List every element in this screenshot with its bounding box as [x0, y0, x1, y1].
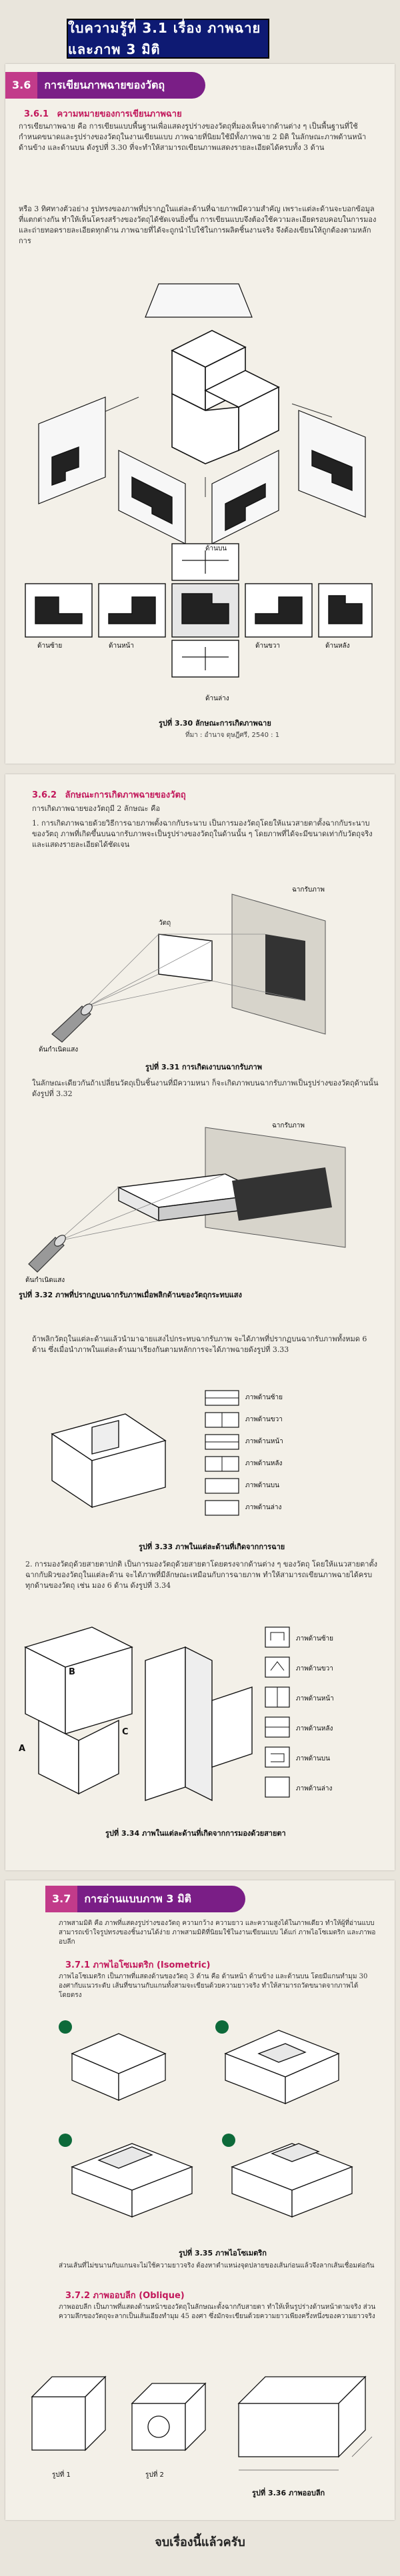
view-label-front: ภาพด้านหน้า	[296, 1695, 334, 1702]
paragraph: 2. การมองวัตถุด้วยสายตาปกติ เป็นการมองวัตถุด้วยสายตาโดยตรงจากด้านต่าง ๆ ของวัตถุ โดยให้แนวสายตาตั้งฉากกับผิวของวัตถุในแต่ละด้าน จะได้ภาพที่มีลักษณะเหมือนกับการฉายภาพ ทำให้สามารถเขียนภาพฉายได้ครบทุกด้านของวัตถุ เช่น มอง 6 ด้าน ดังรูปที่ 3.34	[25, 1560, 377, 1590]
label-top: ด้านบน	[205, 545, 227, 552]
view-label-right: ภาพด้านขวา	[296, 1665, 333, 1672]
section-title: การอ่านแบบภาพ 3 มิติ	[84, 1892, 192, 1905]
views-figure-333	[12, 1387, 385, 1527]
subsection-heading	[32, 788, 186, 802]
section-number: 3.7	[45, 1886, 77, 1912]
label-left: ด้านซ้าย	[37, 642, 63, 650]
oblique-figure	[19, 2357, 379, 2490]
figure-caption: รูปที่ 3.35 ภาพไอโซเมตริก	[179, 2249, 267, 2257]
paragraph: 1. การเกิดภาพฉายด้วยวิธีการฉายภาพตั้งฉากกับระนาบ เป็นการมองวัตถุโดยให้แนวสายตาตั้งฉากกับระนาบของวัตถุ ภาพที่เกิดขึ้นบนฉากรับภาพจะเป็นรูปร่างของวัตถุในด้านนั้น ๆ โดยภาพที่ได้จะมีขนาดเท่ากับวัตถุจริงและแสดงรายละเอียดได้ชัดเจน	[32, 819, 373, 849]
paragraph: ส่วนเส้นที่ไม่ขนานกับแกนจะไม่ใช้ความยาวจริง ต้องหาตำแหน่งจุดปลายของเส้นก่อนแล้วจึงลากเส้นเชื่อมต่อกัน	[59, 2262, 375, 2269]
view-label-right: ภาพด้านขวา	[245, 1416, 283, 1423]
label-bottom: ด้านล่าง	[205, 695, 229, 702]
fig-label-2: รูปที่ 2	[145, 2471, 164, 2479]
flashlight	[52, 1002, 94, 1042]
view-label-front: ภาพด้านหน้า	[245, 1438, 283, 1445]
view-label-top: ภาพด้านบน	[245, 1482, 279, 1489]
figure-caption: รูปที่ 3.36 ภาพออบลีก	[252, 2489, 325, 2497]
projection-figure	[12, 277, 385, 690]
label-screen: ฉากรับภาพ	[272, 1122, 305, 1129]
paragraph: ภาพออบลีก เป็นภาพที่แสดงด้านหน้าของวัตถุในลักษณะตั้งฉากกับสายตา ทำให้เห็นรูปร่างด้านหน้าตามจริง ส่วนความลึกของวัตถุจะลากเป็นเส้นเอียงทำมุม 45 องศา ซึ่งมักจะเขียนด้วยความยาวเพียงครึ่งหนึ่งของความยาวจริง	[59, 2303, 376, 2320]
subsection-heading: 3.7.1 ภาพไอโซเมตริก (Isometric)	[65, 1960, 211, 1970]
label-screen: ฉากรับภาพ	[292, 886, 325, 894]
subsection-title: ความหมายของการเขียนภาพฉาย	[57, 109, 182, 119]
isometric-figure	[59, 2014, 379, 2240]
subsection-number: 3.6.1	[24, 109, 49, 119]
paragraph: ภาพสามมิติ คือ ภาพที่แสดงรูปร่างของวัตถุ ความกว้าง ความยาว และความสูงได้ในภาพเดียว ทำให้ผู้ที่อ่านแบบสามารถเข้าใจรูปทรงของชิ้นงานได้ง่าย ภาพสามมิติที่นิยมใช้ในงานเขียนแบบ ได้แก่ ภาพไอโซเมตริก และภาพออบลีก	[59, 1920, 376, 1946]
shadow-figure-332	[12, 1114, 385, 1274]
subsection-title: ลักษณะการเกิดภาพฉายของวัตถุ	[65, 790, 186, 800]
paragraph: หรือ 3 ทิศทางตัวอย่าง รูปทรงของภาพที่ปรากฏในแต่ละด้านที่ฉายภาพมีความสำคัญ เพราะแต่ละด้านจะบอกข้อมูลที่แตกต่างกัน ทำให้เห็นโครงสร้างของวัตถุได้ชัดเจนยิ่งขึ้น การเขียนแบบจึงต้องใช้ความละเอียดรอบคอบในการมองและถ่ายทอดรายละเอียดทุกด้าน ภาพฉายที่ได้จะถูกนำไปใช้ในการผลิตชิ้นงานจริง จึงต้องเขียนให้ถูกต้องตามหลักการ	[19, 205, 377, 245]
figure-caption: รูปที่ 3.31 การเกิดเงาบนฉากรับภาพ	[145, 1063, 262, 1071]
page-sheet-2	[5, 774, 395, 1870]
paragraph: ในลักษณะเดียวกันถ้าเปลี่ยนวัตถุเป็นชิ้นงานที่มีความหนา ก็จะเกิดภาพบนฉากรับภาพเป็นรูปร่างของวัตถุด้านนั้น ดังรูปที่ 3.32	[32, 1079, 379, 1098]
figure-caption: รูปที่ 3.34 ภาพในแต่ละด้านที่เกิดจากการมองด้วยสายตา	[105, 1829, 286, 1838]
top-panel	[145, 284, 252, 317]
page-sheet-3	[5, 1880, 395, 2520]
letter-a: A	[19, 1744, 26, 1754]
letter-b: B	[69, 1667, 75, 1677]
paragraph: การเขียนภาพฉาย คือ การเขียนแบบพื้นฐานเพื่อแสดงรูปร่างของวัตถุที่มองเห็นจากด้านต่าง ๆ เป็นพื้นฐานที่ใช้กำหนดขนาดและรูปร่างของวัตถุในงานเขียนแบบ ภาพฉายที่นิยมใช้มีทั้งภาพฉาย 2 มิติ ในลักษณะภาพด้านหน้า ด้านข้าง และด้านบน ดังรูปที่ 3.30 ที่จะทำให้สามารถเขียนภาพแสดงรายละเอียดได้ครบทั้ง 3 ด้าน	[19, 122, 367, 152]
label-light: ต้นกำเนิดแสง	[39, 1046, 79, 1053]
subsection-heading	[24, 107, 182, 121]
shadow-figure-331	[12, 881, 385, 1054]
view-label-top: ภาพด้านบน	[296, 1755, 330, 1762]
fig-label-1: รูปที่ 1	[52, 2471, 71, 2479]
central-object	[172, 330, 279, 464]
figure-source: ที่มา : อำนาจ ดุษฎีศรี, 2540 : 1	[185, 732, 280, 739]
view-label-left: ภาพด้านซ้าย	[245, 1394, 283, 1401]
section-bar-3-7	[45, 1886, 245, 1912]
paragraph: การเกิดภาพฉายของวัตถุมี 2 ลักษณะ คือ	[32, 804, 161, 813]
section-title: การเขียนภาพฉายของวัตถุ	[44, 78, 165, 91]
label-back: ด้านหลัง	[325, 642, 350, 650]
view-label-back: ภาพด้านหลัง	[245, 1460, 283, 1467]
section-bar-3-6	[5, 72, 205, 99]
subsection-heading: 3.7.2 ภาพออบลีก (Oblique)	[65, 2291, 185, 2301]
letter-c: C	[122, 1727, 129, 1737]
view-label-back: ภาพด้านหลัง	[296, 1725, 333, 1732]
figure-caption: รูปที่ 3.32 ภาพที่ปรากฏบนฉากรับภาพเมื่อพลิกด้านของวัตถุกระทบแสง	[19, 1291, 242, 1299]
label-front: ด้านหน้า	[109, 642, 134, 650]
paragraph: ภาพไอโซเมตริก เป็นภาพที่แสดงด้านของวัตถุ 3 ด้าน คือ ด้านหน้า ด้านข้าง และด้านบน โดยมีแกนทำมุม 30 องศากับแนวระดับ เส้นที่ขนานกับแกนทั้งสามจะเขียนด้วยความยาวจริง ทำให้สามารถวัดขนาดจากภาพได้โดยตรง	[59, 1973, 368, 1999]
label-object: วัตถุ	[159, 920, 171, 927]
flashlight	[29, 1233, 67, 1272]
label-right: ด้านขวา	[255, 642, 281, 650]
label-light: ต้นกำเนิดแสง	[25, 1277, 65, 1284]
view-label-bottom: ภาพด้านล่าง	[296, 1785, 333, 1792]
paragraph: ถ้าพลิกวัตถุในแต่ละด้านแล้วนำมาฉายแสงไปกระทบฉากรับภาพ จะได้ภาพที่ปรากฏบนฉากรับภาพทั้งหมด 6 ด้าน ซึ่งเมื่อนำภาพในแต่ละด้านมาเรียงกันตามหลักการจะได้ภาพฉายดังรูปที่ 3.33	[32, 1335, 367, 1354]
footer-text: จบเรื่องนี้แล้วครับ	[155, 2535, 245, 2549]
subsection-number: 3.6.2	[32, 790, 57, 800]
section-number: 3.6	[5, 72, 37, 99]
view-label-left: ภาพด้านซ้าย	[296, 1635, 334, 1642]
page-sheet-1	[5, 64, 395, 764]
view-label-bottom: ภาพด้านล่าง	[245, 1504, 282, 1511]
page-title: ใบความรู้ที่ 3.1 เรื่อง ภาพฉายและภาพ 3 มิติ	[67, 19, 269, 59]
figure-caption: รูปที่ 3.33 ภาพในแต่ละด้านที่เกิดจากการฉาย	[139, 1543, 285, 1551]
figure-caption: รูปที่ 3.30 ลักษณะการเกิดภาพฉาย	[159, 719, 271, 728]
